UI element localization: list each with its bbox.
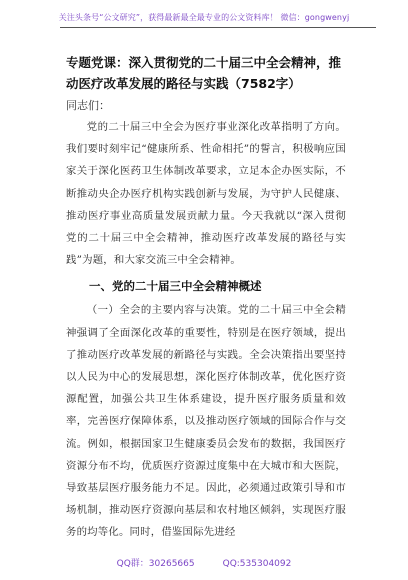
qq-text: QQ:535304092	[222, 559, 292, 569]
intro-paragraph: 党的二十届三中全会为医疗事业深化改革指明了方向。我们要时刻牢记“健康所系、性命相托”的誓言，积极响应国家关于深化医药卫生体制改革要求，立足本企办医实际，不断推动央企办医疗机构实践创新与发展，为守护人民健康、推动医疗事业高质量发展贡献力量。今天我就以“深入贯彻党的二十届三中全会精神，推动医疗改革发展的路径与实践”为题，和大家交流三中全会精神。	[66, 121, 346, 267]
section-paragraph: （一）全会的主要内容与决策。党的二十届三中全会精神强调了全面深化改革的重要性，特别是在医疗领域，提出了推动医疗改革发展的新路径与实践。全会决策指出要坚持以人民为中心的发展思想，深化医疗体制改革，优化医疗资源配置，加强公共卫生体系建设，提升医疗服务质量和效率，完善医疗保障体系，以及推动医疗领域的国际合作与交流。例如，根据国家卫生健康委员会发布的数据，我国医疗资源分布不均，优质医疗资源过度集中在大城市和大医院，导致基层医疗服务能力不足。因此，必须通过政策引导和市场机制，推动医疗资源向基层和农村地区倾斜，实现医疗服务的均等化。同时，借鉴国际先进经	[66, 304, 346, 539]
footer-note	[0, 556, 408, 569]
document-body	[66, 52, 346, 544]
document-title: 专题党课：深入贯彻党的二十届三中全会精神，推动医疗改革发展的路径与实践（7582字）	[66, 55, 342, 91]
section-heading: 一、党的二十届三中全会精神概述	[89, 279, 262, 294]
salutation: 同志们：	[66, 99, 110, 112]
qq-group-text: QQ群：30265665	[116, 559, 195, 569]
header-note: 关注头条号“公文研究”，获得最新最全最专业的公文资料库！ 微信：gongwenyj	[58, 13, 350, 22]
header-divider	[60, 27, 376, 28]
